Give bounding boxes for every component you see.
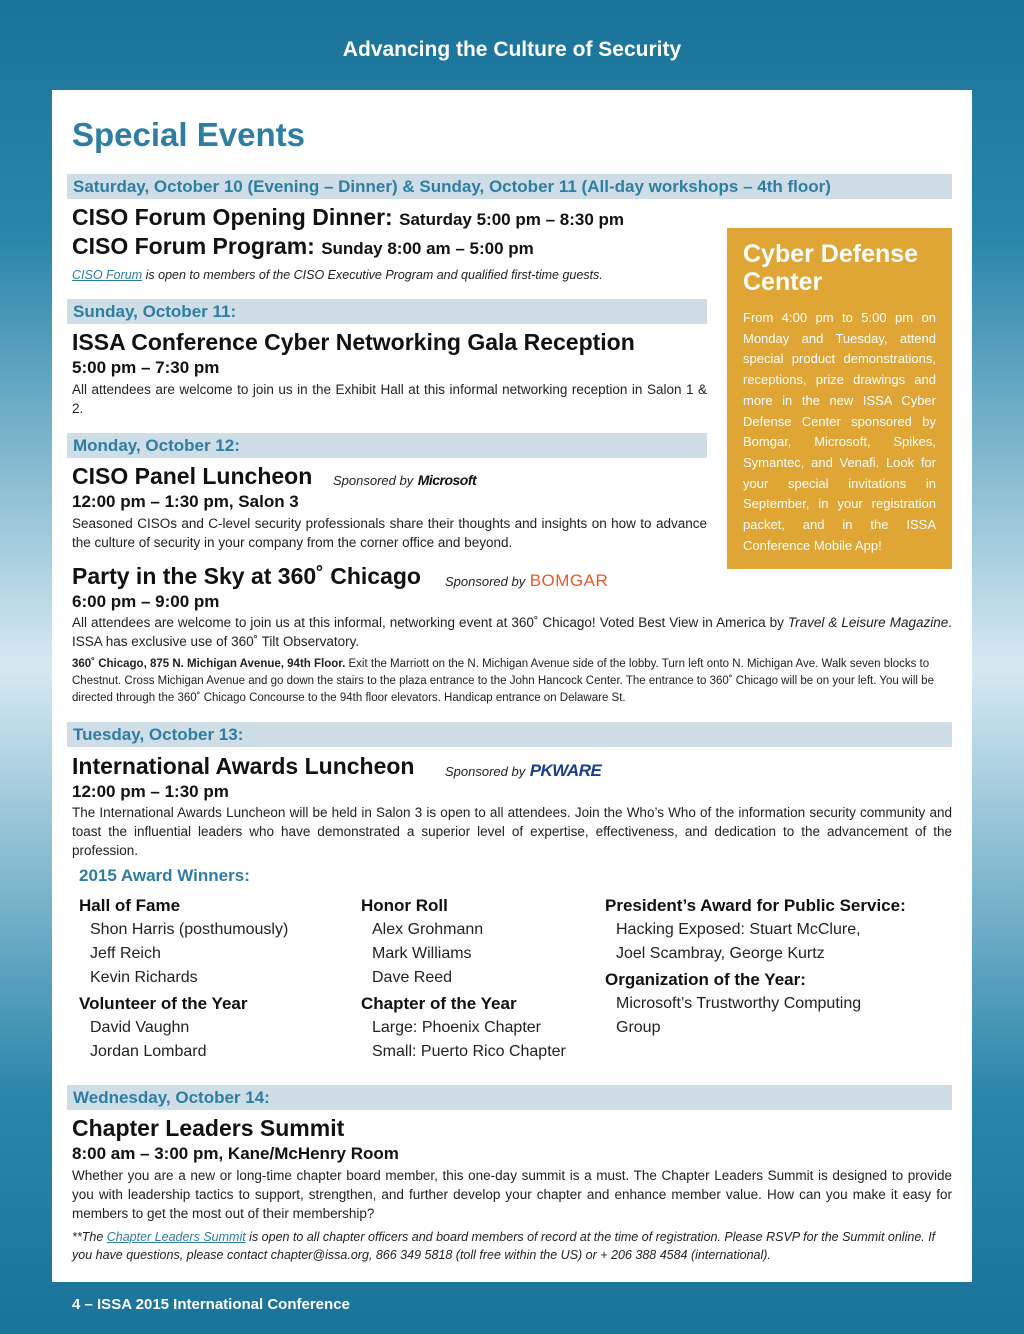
party-directions (72, 656, 952, 707)
organization-of-year-heading: Organization of the Year: (605, 970, 806, 989)
org-name: Group (616, 1019, 661, 1036)
party-sponsor (445, 571, 608, 591)
awards-luncheon-title: International Awards Luncheon (72, 753, 415, 779)
hall-of-fame-heading: Hall of Fame (79, 896, 181, 915)
footer-text: 4 – ISSA 2015 International Conference (72, 1296, 350, 1313)
pkware-logo: PKWARE (529, 761, 602, 780)
coy-name: Large: Phoenix Chapter (372, 1019, 541, 1036)
gala-body: All attendees are welcome to join us in the Exhibit Hall at this informal networking reception in Salon 1 & 2. (72, 382, 707, 416)
hof-name: Jeff Reich (90, 945, 161, 962)
ciso-dinner-heading (72, 204, 624, 231)
party-title: Party in the Sky at 360˚ Chicago (72, 563, 421, 589)
honor-roll-heading: Honor Roll (361, 896, 448, 915)
ciso-program-title: CISO Forum Program: (72, 233, 315, 259)
ciso-dinner-title: CISO Forum Opening Dinner: (72, 204, 393, 230)
ciso-program-time: Sunday 8:00 am – 5:00 pm (321, 239, 534, 258)
volunteer-of-year-heading: Volunteer of the Year (79, 994, 248, 1013)
date-bar-tuesday: Tuesday, October 13: (67, 722, 952, 747)
panel-sponsor (333, 472, 476, 490)
header-title: Advancing the Culture of Security (342, 38, 682, 61)
hof-name: Shon Harris (posthumously) (90, 921, 289, 938)
presidents-award-heading: President’s Award for Public Service: (605, 896, 906, 915)
chapter-summit-note (72, 1228, 952, 1264)
panel-luncheon-title: CISO Panel Luncheon (72, 463, 313, 489)
coy-name: Small: Puerto Rico Chapter (372, 1043, 566, 1060)
gala-time: 5:00 pm – 7:30 pm (72, 358, 220, 377)
hof-name: Kevin Richards (90, 969, 198, 986)
panel-sponsor-label: Sponsored by (333, 473, 414, 488)
pres-name: Hacking Exposed: Stuart McClure, (616, 921, 861, 938)
bomgar-logo: BOMGAR (529, 571, 609, 590)
cyber-defense-title: Cyber Defense Center (743, 240, 919, 296)
cyber-defense-body: From 4:00 pm to 5:00 pm on Monday and Tuesday, attend special product demonstrations, receptions, prize drawings and more in the new ISSA Cyber Defense Center sponsored by Bomgar, Microsoft, Spikes, Symantec, and Venafi. Look for your special invitations in September, in your registration packet, and in the ISSA Conference Mobile App! (743, 310, 936, 553)
honor-name: Mark Williams (372, 945, 472, 962)
ciso-program-heading (72, 233, 534, 260)
awards-sponsor-label: Sponsored by (445, 764, 526, 779)
awards-luncheon-body: The International Awards Luncheon will be held in Salon 3 is open to all attendees. Join the Who’s Who of the information security community and toast the influential leaders who have demonstrated a superior level of expertise, effectiveness, and dedication to the advancement of the profession. (72, 805, 952, 858)
ciso-forum-note (72, 266, 712, 284)
award-winners-heading: 2015 Award Winners: (79, 866, 250, 885)
party-directions-address: 360˚ Chicago, 875 N. Michigan Avenue, 94th Floor. (72, 658, 346, 670)
panel-luncheon-time: 12:00 pm – 1:30 pm, Salon 3 (72, 492, 299, 511)
awards-col-1 (79, 896, 349, 1064)
chapter-summit-note-text: is open to all chapter officers and board members of record at the time of registration. Please RSVP for the Summit online. If you have questions, please contact chapter@issa.org, 866 349 5818 (toll free within the US) or + 206 388 4584 (international). (72, 1230, 936, 1262)
party-time: 6:00 pm – 9:00 pm (72, 592, 220, 611)
awards-col-2 (361, 896, 591, 1064)
panel-luncheon-body: Seasoned CISOs and C-level security professionals share their thoughts and insights on how to advance the culture of security in your company from the corner office and beyond. (72, 516, 707, 550)
date-bar-wednesday: Wednesday, October 14: (67, 1085, 952, 1110)
cyber-defense-center-box (727, 228, 952, 569)
awards-luncheon-time: 12:00 pm – 1:30 pm (72, 782, 229, 801)
party-body (72, 613, 952, 651)
page-footer (72, 1296, 350, 1313)
party-body-a: All attendees are welcome to join us at this informal, networking event at 360˚ Chicago! Voted Best View in America by (72, 615, 788, 630)
awards-sponsor (445, 761, 601, 781)
header-banner (0, 0, 1024, 90)
ciso-forum-note-text: is open to members of the CISO Executive Program and qualified first-time guests. (142, 268, 603, 282)
party-directions-text: Exit the Marriott on the N. Michigan Avenue side of the lobby. Turn left onto N. Michigan Ave. Walk seven blocks to Chestnut. Cross Michigan Avenue and go down the stairs to the plaza entrance to the John Hancock Center. The entrance to 360˚ Chicago will be on your left. You will be directed through the 360˚ Chicago Concourse to the 94th floor elevators. Handicap entrance on Delaware St. (72, 658, 934, 704)
microsoft-logo: Microsoft (417, 472, 477, 488)
chapter-summit-time: 8:00 am – 3:00 pm, Kane/McHenry Room (72, 1144, 399, 1163)
ciso-forum-link[interactable]: CISO Forum (72, 268, 143, 282)
chapter-summit-body: Whether you are a new or long-time chapter board member, this one-day summit is a must. The Chapter Leaders Summit is designed to provide you with leadership tactics to support, strengthen, and further develop your chapter and enhance member value. How can you make it easy for members to get the most out of their membership? (72, 1168, 952, 1221)
chapter-summit-title: Chapter Leaders Summit (72, 1115, 345, 1141)
party-body-b: . ISSA has exclusive use of 360˚ Tilt Observatory. (72, 615, 952, 649)
page-content (52, 90, 972, 1282)
gala-title: ISSA Conference Cyber Networking Gala Reception (72, 329, 635, 355)
party-body-magazine: Travel & Leisure Magazine (787, 615, 949, 630)
party-sponsor-label: Sponsored by (445, 574, 526, 589)
date-bar-saturday: Saturday, October 10 (Evening – Dinner) & Sunday, October 11 (All-day workshops – 4th floor) (67, 174, 952, 199)
voy-name: David Vaughn (90, 1019, 190, 1036)
date-bar-monday: Monday, October 12: (67, 433, 707, 458)
pres-name: Joel Scambray, George Kurtz (616, 945, 825, 962)
voy-name: Jordan Lombard (90, 1043, 207, 1060)
chapter-of-year-heading: Chapter of the Year (361, 994, 517, 1013)
chapter-summit-note-pre: **The (72, 1230, 107, 1244)
honor-name: Dave Reed (372, 969, 453, 986)
page-title: Special Events (72, 116, 305, 153)
honor-name: Alex Grohmann (372, 921, 484, 938)
chapter-summit-link[interactable]: Chapter Leaders Summit (106, 1230, 246, 1244)
awards-col-3 (605, 896, 955, 1040)
org-name: Microsoft’s Trustworthy Computing (616, 995, 862, 1012)
date-bar-sunday: Sunday, October 11: (67, 299, 707, 324)
ciso-dinner-time: Saturday 5:00 pm – 8:30 pm (399, 210, 624, 229)
